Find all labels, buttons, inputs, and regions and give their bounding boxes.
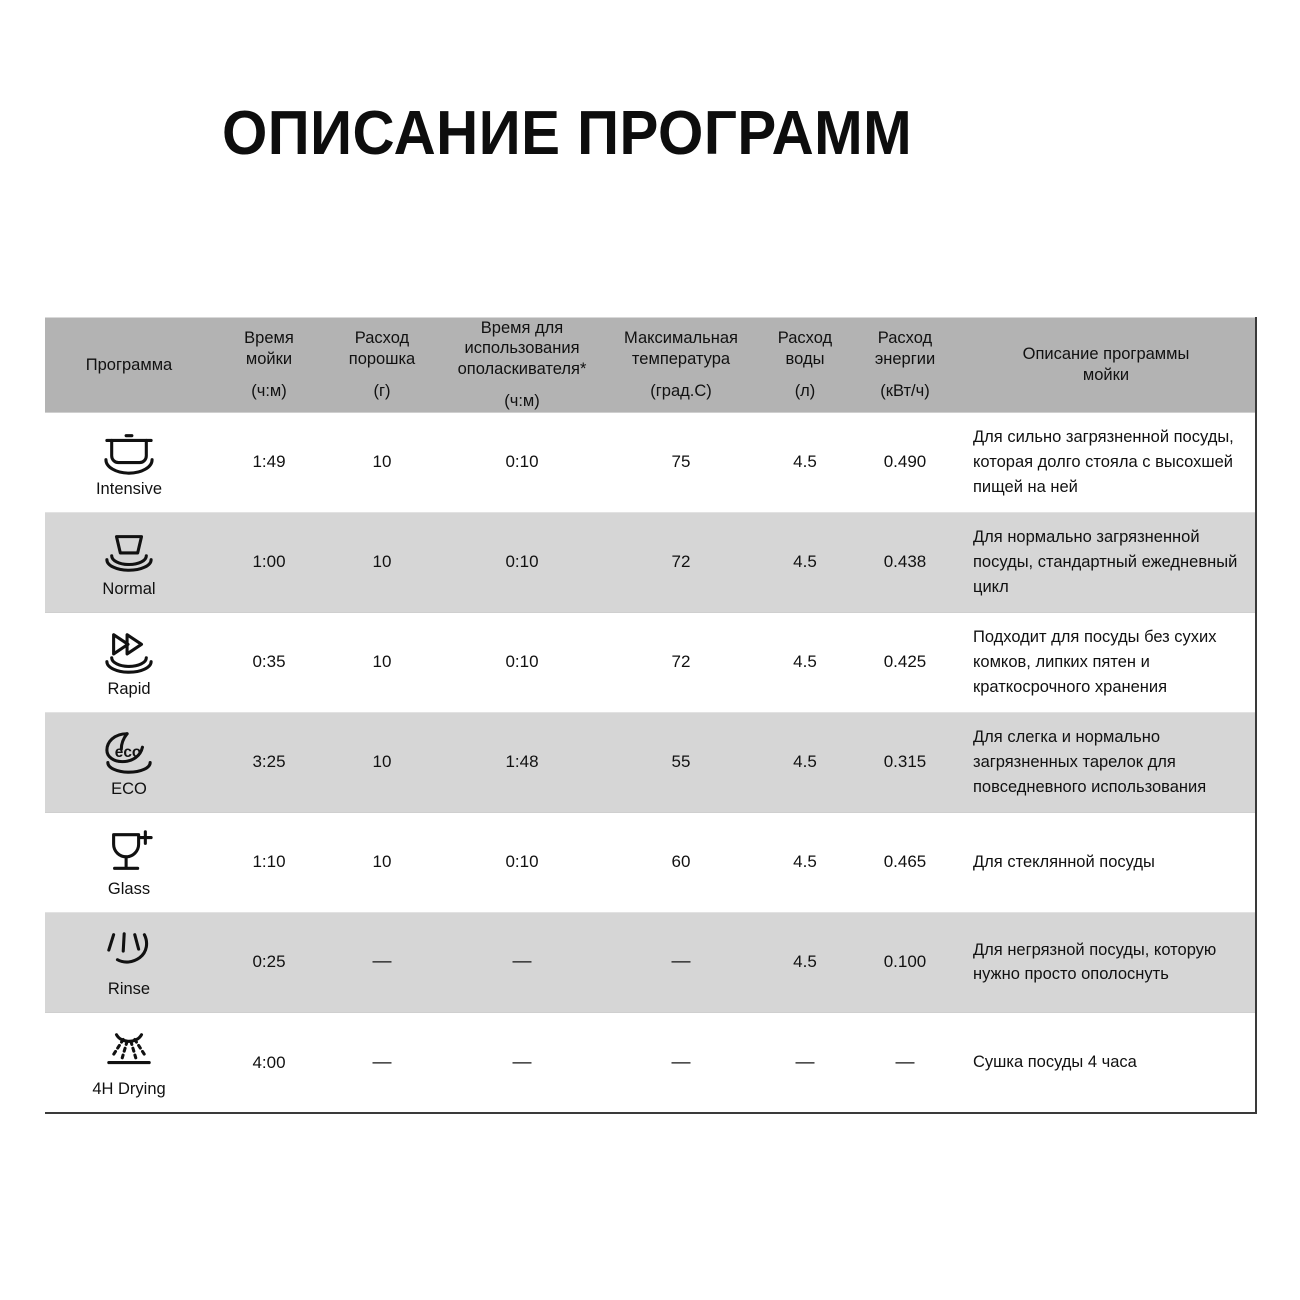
column-header-program <box>45 318 213 413</box>
rinse-aid-cell <box>439 612 605 712</box>
water-cell <box>757 1012 853 1112</box>
column-header-rinse-aid <box>439 318 605 413</box>
powder-cell <box>325 512 439 612</box>
program-cell <box>45 912 213 1012</box>
table-row <box>45 612 1255 712</box>
rinse-aid-cell <box>439 1012 605 1112</box>
column-header-energy-unit: (кВт/ч) <box>880 382 930 401</box>
temperature-value: 60 <box>671 852 691 872</box>
rinse-aid-value: — <box>512 951 532 973</box>
wash-time-cell <box>213 512 325 612</box>
water-value: 4.5 <box>793 452 817 472</box>
temperature-value: — <box>671 1051 691 1073</box>
fast-forward-icon <box>98 627 160 677</box>
powder-value: 10 <box>372 552 392 572</box>
temperature-value: 72 <box>671 552 691 572</box>
temperature-cell <box>605 1012 757 1112</box>
water-value: 4.5 <box>793 552 817 572</box>
column-header-water <box>757 318 853 413</box>
energy-cell <box>853 812 957 912</box>
column-header-temperature-line2: температура <box>631 349 731 368</box>
temperature-cell <box>605 412 757 512</box>
wash-time-cell <box>213 912 325 1012</box>
water-cell <box>757 712 853 812</box>
table-row <box>45 412 1255 512</box>
bowl-icon <box>98 527 160 577</box>
energy-value: 0.315 <box>883 752 927 772</box>
water-cell <box>757 912 853 1012</box>
table-row <box>45 712 1255 812</box>
temperature-cell <box>605 512 757 612</box>
wine-glass-plus-icon <box>98 827 160 877</box>
svg-text:eco: eco <box>114 743 142 761</box>
column-header-powder-line2: порошка <box>348 349 416 368</box>
column-header-energy-line2: энергии <box>874 349 936 368</box>
energy-cell <box>853 512 957 612</box>
rinse-aid-value: 0:10 <box>505 552 539 572</box>
energy-cell <box>853 1012 957 1112</box>
programs-table <box>45 317 1255 1112</box>
water-value: — <box>795 1051 815 1073</box>
wash-time-value: 0:25 <box>252 952 286 972</box>
column-header-wash-time-line1: Время <box>244 329 294 348</box>
column-header-wash-time-unit: (ч:м) <box>251 382 287 401</box>
column-header-temperature-line1: Максимальная <box>624 329 738 348</box>
rinse-aid-cell <box>439 812 605 912</box>
column-header-wash-time <box>213 318 325 413</box>
programs-table-container <box>45 317 1257 1114</box>
temperature-value: 55 <box>671 752 691 772</box>
powder-value: — <box>372 951 392 973</box>
table-row <box>45 812 1255 912</box>
program-cell <box>45 1012 213 1112</box>
temperature-cell <box>605 812 757 912</box>
temperature-cell <box>605 712 757 812</box>
wash-time-value: 1:49 <box>252 452 286 472</box>
table-row <box>45 512 1255 612</box>
powder-value: 10 <box>372 452 392 472</box>
table-header <box>45 318 1255 413</box>
column-header-temperature <box>605 318 757 413</box>
water-value: 4.5 <box>793 852 817 872</box>
energy-value: 0.490 <box>883 452 927 472</box>
energy-value: — <box>895 1051 915 1073</box>
column-header-wash-time-line2: мойки <box>245 349 293 368</box>
column-header-powder-line1: Расход <box>354 329 410 348</box>
program-name: 4H Drying <box>92 1079 166 1098</box>
wash-time-value: 1:00 <box>252 552 286 572</box>
rinse-aid-value: 0:10 <box>505 852 539 872</box>
description-cell <box>957 612 1255 712</box>
program-cell <box>45 712 213 812</box>
energy-cell <box>853 912 957 1012</box>
water-cell <box>757 512 853 612</box>
wash-time-cell <box>213 1012 325 1112</box>
column-header-program-label: Программа <box>85 355 173 374</box>
table-header-row <box>45 318 1255 413</box>
description-cell <box>957 1012 1255 1112</box>
temperature-cell <box>605 612 757 712</box>
column-header-description-line2: мойки <box>1082 365 1130 384</box>
program-cell <box>45 612 213 712</box>
rinse-aid-value: — <box>512 1051 532 1073</box>
description-value: Подходит для посуды без сухих комков, липких пятен и краткосрочного хранения <box>973 628 1217 696</box>
column-header-temperature-unit: (град.С) <box>650 382 712 401</box>
description-cell <box>957 912 1255 1012</box>
column-header-description-line1: Описание программы <box>1022 345 1190 364</box>
water-value: 4.5 <box>793 952 817 972</box>
description-value: Для стеклянной посуды <box>973 852 1155 871</box>
powder-value: 10 <box>372 752 392 772</box>
table-body <box>45 412 1255 1112</box>
temperature-value: — <box>671 951 691 973</box>
rinse-aid-value: 0:10 <box>505 452 539 472</box>
wash-time-value: 0:35 <box>252 652 286 672</box>
rinse-spray-icon <box>98 927 160 977</box>
eco-leaf-icon <box>98 727 160 777</box>
description-cell <box>957 512 1255 612</box>
description-value: Для слегка и нормально загрязненных тарелок для повседневного использования <box>973 728 1207 796</box>
wash-time-value: 1:10 <box>252 852 286 872</box>
energy-cell <box>853 612 957 712</box>
description-value: Для нормально загрязненной посуды, стандартный ежедневный цикл <box>973 528 1238 596</box>
program-cell <box>45 812 213 912</box>
column-header-rinse-aid-unit: (ч:м) <box>504 392 540 411</box>
program-cell <box>45 512 213 612</box>
program-name: Rinse <box>107 979 151 998</box>
program-name: Rapid <box>107 679 151 698</box>
powder-value: 10 <box>372 852 392 872</box>
program-name: Glass <box>107 879 151 898</box>
water-cell <box>757 612 853 712</box>
description-value: Для сильно загрязненной посуды, которая долго стояла с высохшей пищей на ней <box>973 428 1234 496</box>
powder-cell <box>325 712 439 812</box>
wash-time-cell <box>213 812 325 912</box>
energy-value: 0.100 <box>883 952 927 972</box>
energy-value: 0.425 <box>883 652 927 672</box>
powder-value: — <box>372 1051 392 1073</box>
rinse-aid-cell <box>439 912 605 1012</box>
water-cell <box>757 812 853 912</box>
powder-cell <box>325 1012 439 1112</box>
column-header-energy-line1: Расход <box>877 329 933 348</box>
powder-cell <box>325 812 439 912</box>
rinse-aid-value: 0:10 <box>505 652 539 672</box>
program-name: Normal <box>102 579 156 598</box>
powder-cell <box>325 612 439 712</box>
program-cell <box>45 412 213 512</box>
water-cell <box>757 412 853 512</box>
column-header-water-line1: Расход <box>777 329 833 348</box>
column-header-energy <box>853 318 957 413</box>
description-cell <box>957 712 1255 812</box>
column-header-water-unit: (л) <box>794 382 816 401</box>
energy-cell <box>853 712 957 812</box>
wash-time-cell <box>213 712 325 812</box>
column-header-rinse-aid-line1: Время для <box>480 319 564 337</box>
temperature-cell <box>605 912 757 1012</box>
column-header-powder <box>325 318 439 413</box>
wash-time-cell <box>213 612 325 712</box>
description-cell <box>957 412 1255 512</box>
description-cell <box>957 812 1255 912</box>
column-header-description <box>957 318 1255 413</box>
column-header-powder-unit: (г) <box>373 382 391 401</box>
energy-value: 0.465 <box>883 852 927 872</box>
rinse-aid-value: 1:48 <box>505 752 539 772</box>
water-value: 4.5 <box>793 652 817 672</box>
water-value: 4.5 <box>793 752 817 772</box>
rinse-aid-cell <box>439 412 605 512</box>
temperature-value: 72 <box>671 652 691 672</box>
powder-value: 10 <box>372 652 392 672</box>
drying-rays-icon <box>98 1027 160 1077</box>
program-name: ECO <box>111 779 147 798</box>
wash-time-value: 3:25 <box>252 752 286 772</box>
rinse-aid-cell <box>439 512 605 612</box>
column-header-water-line2: воды <box>785 349 825 368</box>
description-value: Для негрязной посуды, которую нужно просто ополоснуть <box>973 940 1217 984</box>
energy-value: 0.438 <box>883 552 927 572</box>
program-name: Intensive <box>95 479 163 498</box>
column-header-rinse-aid-line2: использования <box>464 339 580 358</box>
table-row <box>45 912 1255 1012</box>
table-row <box>45 1012 1255 1112</box>
column-header-rinse-aid-line3: ополаскивателя* <box>457 359 587 378</box>
powder-cell <box>325 412 439 512</box>
powder-cell <box>325 912 439 1012</box>
description-value: Сушка посуды 4 часа <box>973 1053 1137 1072</box>
page-title: ОПИСАНИЕ ПРОГРАММ <box>222 99 913 168</box>
rinse-aid-cell <box>439 712 605 812</box>
wash-time-cell <box>213 412 325 512</box>
pot-icon <box>98 427 160 477</box>
temperature-value: 75 <box>671 452 691 472</box>
wash-time-value: 4:00 <box>252 1052 286 1072</box>
energy-cell <box>853 412 957 512</box>
